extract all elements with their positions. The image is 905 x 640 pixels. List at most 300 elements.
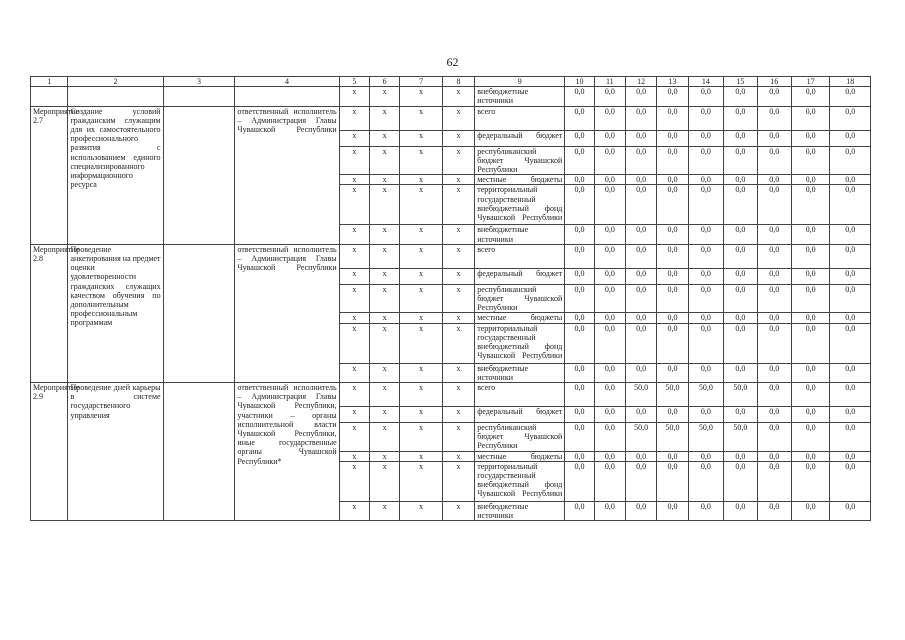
amount-cell: 0,0 [724, 185, 757, 225]
amount-cell: 0,0 [688, 225, 723, 244]
amount-cell: 0,0 [757, 461, 791, 501]
x-mark: х [442, 106, 474, 130]
column-header: 1 [31, 77, 68, 87]
target-cell [163, 383, 235, 521]
column-header: 2 [68, 77, 163, 87]
amount-cell: 0,0 [791, 383, 829, 407]
amount-cell: 0,0 [626, 323, 657, 363]
x-mark: х [400, 225, 443, 244]
amount-cell: 0,0 [688, 175, 723, 185]
amount-cell: 0,0 [757, 501, 791, 520]
target-cell [163, 87, 235, 106]
amount-cell: 0,0 [791, 244, 829, 268]
amount-cell: 0,0 [657, 501, 688, 520]
amount-cell: 0,0 [688, 185, 723, 225]
amount-cell: 0,0 [724, 501, 757, 520]
amount-cell: 0,0 [594, 106, 625, 130]
amount-cell: 0,0 [626, 106, 657, 130]
amount-cell: 0,0 [830, 363, 871, 382]
x-mark: х [442, 244, 474, 268]
column-header: 11 [594, 77, 625, 87]
table-row [31, 106, 871, 130]
amount-cell: 0,0 [594, 461, 625, 501]
x-mark: х [339, 146, 369, 175]
amount-cell: 0,0 [565, 185, 594, 225]
x-mark: х [400, 363, 443, 382]
amount-cell: 0,0 [688, 323, 723, 363]
amount-cell: 0,0 [791, 175, 829, 185]
column-header: 12 [626, 77, 657, 87]
source-cell: местные бюджеты [475, 313, 565, 323]
amount-cell: 0,0 [657, 185, 688, 225]
x-mark: х [442, 451, 474, 461]
amount-cell: 0,0 [626, 284, 657, 313]
amount-cell: 0,0 [688, 313, 723, 323]
amount-cell: 50,0 [724, 383, 757, 407]
amount-cell: 0,0 [757, 284, 791, 313]
x-mark: х [370, 383, 400, 407]
executor-cell: ответственный исполнитель – Администрация Главы Чувашской Республики [235, 244, 339, 382]
amount-cell: 50,0 [657, 383, 688, 407]
x-mark: х [339, 185, 369, 225]
amount-cell: 0,0 [657, 106, 688, 130]
amount-cell: 0,0 [565, 451, 594, 461]
x-mark: х [370, 268, 400, 284]
amount-cell: 0,0 [657, 175, 688, 185]
x-mark: х [339, 407, 369, 423]
amount-cell: 0,0 [657, 87, 688, 106]
source-cell: всего [475, 106, 565, 130]
amount-cell: 0,0 [657, 313, 688, 323]
event-id-cell [31, 87, 68, 106]
amount-cell: 0,0 [594, 225, 625, 244]
amount-cell: 0,0 [594, 268, 625, 284]
source-cell: всего [475, 383, 565, 407]
x-mark: х [370, 87, 400, 106]
x-mark: х [370, 461, 400, 501]
amount-cell: 0,0 [626, 268, 657, 284]
amount-cell: 0,0 [830, 423, 871, 452]
x-mark: х [400, 130, 443, 146]
source-cell: республиканский бюджет Чувашской Республики [475, 146, 565, 175]
amount-cell: 0,0 [830, 383, 871, 407]
amount-cell: 0,0 [791, 323, 829, 363]
amount-cell: 0,0 [688, 130, 723, 146]
executor-cell: ответственный исполнитель – Администрация Главы Чувашской Республики [235, 106, 339, 244]
amount-cell: 50,0 [688, 383, 723, 407]
amount-cell: 0,0 [594, 130, 625, 146]
amount-cell: 0,0 [657, 225, 688, 244]
amount-cell: 0,0 [626, 363, 657, 382]
source-cell: внебюджетные источники [475, 87, 565, 106]
source-cell: местные бюджеты [475, 175, 565, 185]
amount-cell: 0,0 [565, 284, 594, 313]
source-cell: федеральный бюджет [475, 407, 565, 423]
amount-cell: 0,0 [757, 130, 791, 146]
x-mark: х [370, 423, 400, 452]
amount-cell: 0,0 [594, 146, 625, 175]
source-cell: внебюджетные источники [475, 363, 565, 382]
amount-cell: 0,0 [594, 423, 625, 452]
amount-cell: 0,0 [757, 225, 791, 244]
x-mark: х [442, 87, 474, 106]
amount-cell: 0,0 [565, 268, 594, 284]
x-mark: х [370, 323, 400, 363]
amount-cell: 0,0 [830, 451, 871, 461]
amount-cell: 0,0 [830, 407, 871, 423]
amount-cell: 0,0 [830, 313, 871, 323]
amount-cell: 0,0 [565, 383, 594, 407]
amount-cell: 0,0 [724, 451, 757, 461]
x-mark: х [370, 451, 400, 461]
x-mark: х [339, 383, 369, 407]
amount-cell: 0,0 [757, 323, 791, 363]
amount-cell: 0,0 [791, 106, 829, 130]
source-cell: территориальный государственный внебюджетный фонд Чувашской Республики [475, 461, 565, 501]
amount-cell: 0,0 [791, 451, 829, 461]
amount-cell: 0,0 [626, 244, 657, 268]
amount-cell: 0,0 [688, 363, 723, 382]
amount-cell: 50,0 [724, 423, 757, 452]
x-mark: х [370, 130, 400, 146]
amount-cell: 0,0 [626, 87, 657, 106]
amount-cell: 0,0 [594, 175, 625, 185]
amount-cell: 0,0 [657, 130, 688, 146]
x-mark: х [442, 185, 474, 225]
x-mark: х [442, 268, 474, 284]
table-row [31, 244, 871, 268]
amount-cell: 0,0 [657, 323, 688, 363]
amount-cell: 0,0 [830, 268, 871, 284]
column-header: 8 [442, 77, 474, 87]
amount-cell: 0,0 [724, 313, 757, 323]
amount-cell: 0,0 [565, 146, 594, 175]
amount-cell: 0,0 [565, 461, 594, 501]
amount-cell: 0,0 [626, 313, 657, 323]
x-mark: х [442, 323, 474, 363]
amount-cell: 0,0 [830, 501, 871, 520]
amount-cell: 0,0 [688, 451, 723, 461]
x-mark: х [370, 175, 400, 185]
column-header: 17 [791, 77, 829, 87]
amount-cell: 0,0 [626, 146, 657, 175]
amount-cell: 50,0 [626, 383, 657, 407]
amount-cell: 0,0 [626, 501, 657, 520]
amount-cell: 0,0 [724, 268, 757, 284]
table-row [31, 87, 871, 106]
x-mark: х [442, 175, 474, 185]
x-mark: х [339, 244, 369, 268]
amount-cell: 0,0 [724, 87, 757, 106]
x-mark: х [339, 106, 369, 130]
x-mark: х [400, 106, 443, 130]
amount-cell: 0,0 [657, 461, 688, 501]
amount-cell: 0,0 [626, 461, 657, 501]
x-mark: х [400, 87, 443, 106]
source-cell: внебюджетные источники [475, 501, 565, 520]
event-name-cell: Проведение дней карьеры в системе государственного управления [68, 383, 163, 521]
amount-cell: 0,0 [688, 244, 723, 268]
source-cell: внебюджетные источники [475, 225, 565, 244]
event-id-cell: Мероприятие 2.8 [31, 244, 68, 382]
amount-cell: 0,0 [757, 383, 791, 407]
amount-cell: 0,0 [565, 244, 594, 268]
amount-cell: 0,0 [688, 407, 723, 423]
amount-cell: 0,0 [791, 268, 829, 284]
amount-cell: 0,0 [565, 87, 594, 106]
amount-cell: 0,0 [724, 244, 757, 268]
amount-cell: 0,0 [688, 268, 723, 284]
amount-cell: 0,0 [594, 87, 625, 106]
header-row [31, 77, 871, 87]
source-cell: территориальный государственный внебюджетный фонд Чувашской Республики [475, 323, 565, 363]
amount-cell: 0,0 [830, 284, 871, 313]
amount-cell: 0,0 [757, 268, 791, 284]
amount-cell: 0,0 [688, 146, 723, 175]
amount-cell: 0,0 [657, 284, 688, 313]
amount-cell: 0,0 [757, 363, 791, 382]
column-header: 16 [757, 77, 791, 87]
source-cell: федеральный бюджет [475, 130, 565, 146]
amount-cell: 0,0 [757, 146, 791, 175]
amount-cell: 0,0 [791, 501, 829, 520]
x-mark: х [400, 175, 443, 185]
x-mark: х [442, 501, 474, 520]
amount-cell: 0,0 [724, 106, 757, 130]
amount-cell: 0,0 [791, 130, 829, 146]
amount-cell: 0,0 [724, 363, 757, 382]
amount-cell: 0,0 [757, 451, 791, 461]
event-name-cell [68, 87, 163, 106]
x-mark: х [370, 501, 400, 520]
amount-cell: 0,0 [724, 284, 757, 313]
x-mark: х [400, 423, 443, 452]
event-id-cell: Мероприятие 2.7 [31, 106, 68, 244]
x-mark: х [442, 146, 474, 175]
x-mark: х [442, 225, 474, 244]
amount-cell: 0,0 [757, 313, 791, 323]
amount-cell: 0,0 [594, 244, 625, 268]
x-mark: х [400, 501, 443, 520]
executor-cell [235, 87, 339, 106]
x-mark: х [400, 323, 443, 363]
amount-cell: 0,0 [565, 106, 594, 130]
column-header: 5 [339, 77, 369, 87]
amount-cell: 0,0 [657, 451, 688, 461]
x-mark: х [442, 423, 474, 452]
amount-cell: 0,0 [657, 363, 688, 382]
page-number: 62 [446, 55, 459, 69]
amount-cell: 0,0 [830, 175, 871, 185]
amount-cell: 0,0 [594, 185, 625, 225]
column-header: 3 [163, 77, 235, 87]
x-mark: х [339, 363, 369, 382]
x-mark: х [370, 407, 400, 423]
amount-cell: 0,0 [565, 407, 594, 423]
amount-cell: 50,0 [626, 423, 657, 452]
amount-cell: 0,0 [830, 244, 871, 268]
target-cell [163, 106, 235, 244]
x-mark: х [339, 323, 369, 363]
x-mark: х [400, 244, 443, 268]
x-mark: х [370, 284, 400, 313]
amount-cell: 0,0 [724, 225, 757, 244]
amount-cell: 0,0 [830, 323, 871, 363]
amount-cell: 0,0 [688, 461, 723, 501]
amount-cell: 0,0 [724, 407, 757, 423]
amount-cell: 0,0 [791, 185, 829, 225]
amount-cell: 0,0 [565, 323, 594, 363]
x-mark: х [339, 451, 369, 461]
amount-cell: 0,0 [565, 225, 594, 244]
amount-cell: 0,0 [565, 175, 594, 185]
x-mark: х [400, 451, 443, 461]
amount-cell: 0,0 [791, 461, 829, 501]
amount-cell: 0,0 [724, 323, 757, 363]
amount-cell: 0,0 [565, 313, 594, 323]
amount-cell: 0,0 [594, 501, 625, 520]
x-mark: х [370, 313, 400, 323]
amount-cell: 0,0 [791, 407, 829, 423]
column-header: 18 [830, 77, 871, 87]
x-mark: х [370, 106, 400, 130]
amount-cell: 0,0 [830, 106, 871, 130]
amount-cell: 0,0 [830, 461, 871, 501]
amount-cell: 0,0 [626, 130, 657, 146]
amount-cell: 0,0 [688, 284, 723, 313]
amount-cell: 0,0 [757, 423, 791, 452]
source-cell: всего [475, 244, 565, 268]
amount-cell: 0,0 [657, 407, 688, 423]
x-mark: х [442, 383, 474, 407]
x-mark: х [442, 313, 474, 323]
source-cell: местные бюджеты [475, 451, 565, 461]
amount-cell: 0,0 [594, 323, 625, 363]
amount-cell: 0,0 [791, 363, 829, 382]
source-cell: территориальный государственный внебюджетный фонд Чувашской Республики [475, 185, 565, 225]
amount-cell: 0,0 [724, 130, 757, 146]
amount-cell: 0,0 [626, 185, 657, 225]
amount-cell: 0,0 [791, 423, 829, 452]
amount-cell: 50,0 [657, 423, 688, 452]
amount-cell: 0,0 [757, 244, 791, 268]
amount-cell: 0,0 [830, 130, 871, 146]
x-mark: х [339, 461, 369, 501]
x-mark: х [339, 268, 369, 284]
amount-cell: 0,0 [791, 225, 829, 244]
x-mark: х [339, 130, 369, 146]
x-mark: х [442, 407, 474, 423]
amount-cell: 0,0 [594, 284, 625, 313]
amount-cell: 0,0 [688, 87, 723, 106]
amount-cell: 0,0 [565, 130, 594, 146]
amount-cell: 0,0 [688, 501, 723, 520]
x-mark: х [339, 313, 369, 323]
x-mark: х [400, 383, 443, 407]
amount-cell: 0,0 [626, 407, 657, 423]
x-mark: х [339, 175, 369, 185]
amount-cell: 0,0 [657, 146, 688, 175]
x-mark: х [370, 244, 400, 268]
x-mark: х [339, 225, 369, 244]
source-cell: республиканский бюджет Чувашской Республики [475, 423, 565, 452]
amount-cell: 0,0 [594, 451, 625, 461]
column-header: 9 [475, 77, 565, 87]
amount-cell: 0,0 [724, 175, 757, 185]
amount-cell: 0,0 [791, 146, 829, 175]
x-mark: х [339, 284, 369, 313]
column-header: 15 [724, 77, 757, 87]
source-cell: республиканский бюджет Чувашской Республики [475, 284, 565, 313]
amount-cell: 0,0 [724, 146, 757, 175]
target-cell [163, 244, 235, 382]
x-mark: х [400, 284, 443, 313]
amount-cell: 0,0 [594, 407, 625, 423]
x-mark: х [400, 146, 443, 175]
event-name-cell: Создание условий гражданским служащим для их самостоятельного профессионального развития с использованием единого специализированного информационного ресурса [68, 106, 163, 244]
x-mark: х [442, 284, 474, 313]
x-mark: х [339, 87, 369, 106]
event-id-cell: Мероприятие 2.9 [31, 383, 68, 521]
x-mark: х [370, 146, 400, 175]
amount-cell: 0,0 [830, 185, 871, 225]
column-header: 14 [688, 77, 723, 87]
amount-cell: 0,0 [757, 407, 791, 423]
amount-cell: 0,0 [565, 501, 594, 520]
amount-cell: 0,0 [688, 106, 723, 130]
amount-cell: 0,0 [626, 175, 657, 185]
x-mark: х [339, 423, 369, 452]
program-table [30, 76, 871, 521]
amount-cell: 0,0 [626, 225, 657, 244]
amount-cell: 0,0 [594, 313, 625, 323]
amount-cell: 0,0 [830, 225, 871, 244]
amount-cell: 0,0 [757, 175, 791, 185]
x-mark: х [400, 268, 443, 284]
column-header: 7 [400, 77, 443, 87]
amount-cell: 0,0 [757, 106, 791, 130]
column-header: 10 [565, 77, 594, 87]
amount-cell: 0,0 [830, 146, 871, 175]
x-mark: х [400, 461, 443, 501]
executor-cell: ответственный исполнитель – Администрация Главы Чувашской Республики, участники – органы исполнительной власти Чувашской Республики, иные государственные органы Чувашской Республики* [235, 383, 339, 521]
amount-cell: 0,0 [791, 284, 829, 313]
amount-cell: 0,0 [565, 363, 594, 382]
source-cell: федеральный бюджет [475, 268, 565, 284]
x-mark: х [370, 185, 400, 225]
amount-cell: 0,0 [657, 268, 688, 284]
amount-cell: 0,0 [724, 461, 757, 501]
amount-cell: 0,0 [565, 423, 594, 452]
x-mark: х [339, 501, 369, 520]
table-row [31, 383, 871, 407]
x-mark: х [442, 130, 474, 146]
amount-cell: 0,0 [757, 185, 791, 225]
x-mark: х [442, 363, 474, 382]
amount-cell: 50,0 [688, 423, 723, 452]
x-mark: х [370, 225, 400, 244]
x-mark: х [400, 185, 443, 225]
amount-cell: 0,0 [830, 87, 871, 106]
column-header: 6 [370, 77, 400, 87]
amount-cell: 0,0 [657, 244, 688, 268]
x-mark: х [442, 461, 474, 501]
amount-cell: 0,0 [594, 383, 625, 407]
x-mark: х [370, 363, 400, 382]
amount-cell: 0,0 [594, 363, 625, 382]
amount-cell: 0,0 [757, 87, 791, 106]
amount-cell: 0,0 [626, 451, 657, 461]
